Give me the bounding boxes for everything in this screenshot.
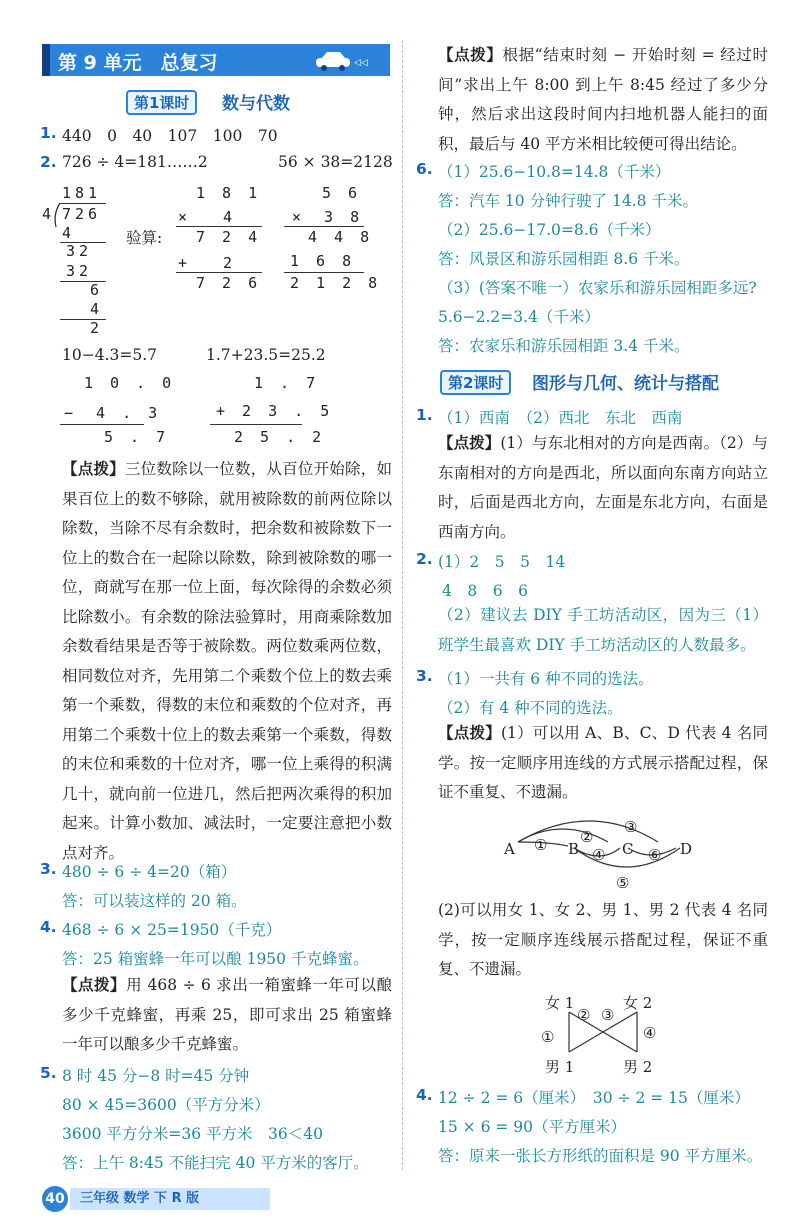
arc-label-4: ④ [592, 846, 606, 864]
q5-answer: 答：上午 8:45 不能扫完 40 平方米的客厅。 [62, 1154, 369, 1172]
l2-q2-number: 2. [416, 550, 433, 568]
div-step2: 32 [66, 242, 93, 260]
mult-row4: 1 6 8 [290, 252, 356, 270]
node-girl-1: 女 1 [545, 994, 575, 1012]
car-icon [312, 50, 376, 72]
l2-q3-number: 3. [416, 667, 433, 685]
q6-line7: 答：农家乐和游乐园相距 3.4 千米。 [438, 337, 690, 355]
arc-label-3: ③ [624, 818, 638, 836]
div-quotient: 181 [62, 184, 102, 202]
q5-line3: 3600 平方分米=36 平方米 36＜40 [62, 1125, 323, 1143]
footer-label: 三年级 数学 下 R 版 [70, 1188, 270, 1210]
tip-label: 【点拨】 [62, 459, 125, 478]
line-label-3: ③ [601, 1006, 615, 1024]
tip-q5-text: 根据“结束时刻 − 开始时刻 = 经过时间”求出上午 8:00 到上午 8:45 经过了多少分钟，然后求出这段时间内扫地机器人能扫的面积，最后与 40 平方米相比较便可得出结论。 [438, 46, 768, 153]
verify-row3: 7 2 4 [196, 228, 262, 246]
sub-row1: 1 0 . 0 [84, 374, 176, 392]
arc-label-1: ① [534, 836, 548, 854]
tip-q2-text: 三位数除以一位数，从百位开始除，如果百位上的数不够除，就用被除数的前两位除以除数，当除不尽有余数时，把余数和被除数下一位上的数合在一起除以除数，除到被除数的哪一位，商就写在那一位上面，每次除得的余数必须比除数小。有余数的除法验算时，用商乘除数加余数看结果是否等于被除数。两位数乘两位数，相同数位对齐，先用第二个乘数个位上的数去乘第一个乘数，得数的末位和乘数的个位对齐，再用第二个乘数十位上的数去乘第一个乘数，得数的末位和乘数的十位对齐，哪一位上乘得的积满几十，就向前一位进几，然后把两次乘得的积加起来。计算小数加、减法时，一定要注意把小数点对齐。 [62, 460, 392, 862]
div-step1: 4 [62, 224, 76, 242]
l2-q4-answer: 答：原来一张长方形纸的面积是 90 平方厘米。 [438, 1147, 763, 1165]
line-label-4: ④ [643, 1024, 657, 1042]
verify-label: 验算: [126, 229, 163, 247]
addition-eq: 1.7+23.5=25.2 [206, 346, 326, 364]
q6-line3: （2）25.6−17.0=8.6（千米） [438, 221, 661, 239]
unit-title: 第 9 单元 总复习 [58, 52, 218, 74]
l2-q1-answer: （1）西南 （2）西北 东北 西南 [438, 409, 683, 427]
mult-row3: 4 4 8 [308, 228, 374, 246]
verify-row1: 1 8 1 [196, 184, 262, 202]
tip-l2-q1-text: (1）与东北相对的方向是西南。（2）与东南相对的方向是西北，所以面向东南方向站立时，后面是西北方向，左面是东北方向，右面是西南方向。 [438, 434, 768, 541]
node-girl-2: 女 2 [623, 994, 653, 1012]
l2-q4-line1: 12 ÷ 2 = 6（厘米） 30 ÷ 2 = 15（厘米） [438, 1089, 750, 1107]
q4-answer: 答：25 箱蜜蜂一年可以酿 1950 千克蜂蜜。 [62, 950, 369, 968]
node-C: C [622, 840, 634, 858]
div-step5: 4 [90, 300, 104, 318]
combination-diagram-girls-boys [535, 990, 670, 1076]
q4-number: 4. [40, 918, 57, 936]
tip-label: 【点拨】 [438, 723, 501, 742]
q6-line5: （3）(答案不唯一）农家乐和游乐园相距多远? [438, 279, 757, 297]
mult-row2: × 3 8 [292, 208, 364, 226]
arc-label-6: ⑥ [648, 846, 662, 864]
tip-l2-q3a-text: (1）可以用 A、B、C、D 代表 4 名同学。按一定顺序用连线的方式展示搭配过程，保证不重复、不遗漏。 [438, 724, 768, 801]
node-B: B [568, 840, 580, 858]
q6-line1: （1）25.6−10.8=14.8（千米） [438, 163, 671, 181]
l2-q2-line1: (1）2 5 5 14 [438, 553, 566, 571]
tip-l2-q3b: (2)可以用女 1、女 2、男 1、男 2 代表 4 名同学，按一定顺序连线展示搭配过程，保证不重复、不遗漏。 [438, 901, 768, 978]
tip-q2 [62, 454, 392, 868]
q4-equation: 468 ÷ 6 × 25=1950（千克） [62, 921, 282, 939]
subtraction-eq: 10−4.3=5.7 [62, 346, 157, 364]
l2-q4-line2: 15 × 6 = 90（平方厘米） [438, 1118, 626, 1136]
l2-q1-number: 1. [416, 406, 433, 424]
line-label-1: ① [541, 1028, 555, 1046]
division-bracket [52, 202, 62, 228]
add-row1: 1 . 7 [254, 374, 320, 392]
div-step4: 6 [90, 281, 104, 299]
q3-answer: 答：可以装这样的 20 箱。 [62, 892, 247, 910]
q3-equation: 480 ÷ 6 ÷ 4=20（箱） [62, 863, 237, 881]
verify-row5: 7 2 6 [196, 274, 262, 292]
q5-number: 5. [40, 1064, 57, 1082]
tip-l2-q1 [438, 428, 768, 547]
tip-label: 【点拨】 [438, 45, 503, 64]
l2-q3-line1: （1）一共有 6 种不同的选法。 [438, 670, 654, 688]
svg-text:◁◁: ◁◁ [354, 58, 368, 68]
tip-l2-q3a [438, 718, 768, 808]
arc-label-5: ⑤ [616, 874, 630, 892]
tip-label: 【点拨】 [62, 975, 127, 994]
q3-number: 3. [40, 860, 57, 878]
q2-mult-eq: 56 × 38=2128 [278, 153, 393, 171]
l2-q4-number: 4. [416, 1086, 433, 1104]
combination-diagram-abcd [500, 812, 710, 894]
q5-line2: 80 × 45=3600（平方分米） [62, 1096, 270, 1114]
div-remainder: 2 [90, 319, 104, 337]
lesson1-title: 数与代数 [222, 94, 290, 114]
mult-row5: 2 1 2 8 [290, 274, 382, 292]
lesson1-badge: 第1课时 [126, 90, 197, 115]
node-boy-2: 男 2 [623, 1058, 653, 1076]
q5-line1: 8 时 45 分−8 时=45 分钟 [62, 1067, 250, 1085]
tip-q4-text: 用 468 ÷ 6 求出一箱蜜蜂一年可以酿多少千克蜂蜜，再乘 25，即可求出 25 箱蜜蜂一年可以酿多少千克蜂蜜。 [62, 976, 392, 1053]
q1-number: 1. [40, 124, 57, 142]
add-row3: 2 5 . 2 [234, 428, 326, 446]
q2-division-eq: 726 ÷ 4=181……2 [62, 153, 208, 171]
l2-q3-line2: （2）有 4 种不同的选法。 [438, 699, 623, 717]
verify-row4: + 2 [178, 254, 237, 272]
tip-label: 【点拨】 [438, 433, 501, 452]
q6-number: 6. [416, 160, 433, 178]
l2-q2-line3: （2）建议去 DIY 手工坊活动区，因为三（1）班学生最喜欢 DIY 手工坊活动区的人数最多。 [438, 606, 768, 654]
l2-q2-line2: 4 8 6 6 [442, 582, 528, 600]
tip-q4 [62, 970, 392, 1060]
verify-row2: × 4 [178, 208, 237, 226]
lesson2-badge: 第2课时 [440, 370, 511, 395]
q6-line4: 答：风景区和游乐园相距 8.6 千米。 [438, 250, 690, 268]
node-D: D [680, 840, 693, 858]
lesson2-title: 图形与几何、统计与搭配 [532, 374, 719, 394]
mult-row1: 5 6 [322, 184, 362, 202]
q2-number: 2. [40, 153, 57, 171]
unit-header [42, 44, 390, 76]
div-step3: 32 [66, 262, 93, 280]
arc-label-2: ② [580, 828, 594, 846]
q1-answer: 440 0 40 107 100 70 [62, 127, 278, 145]
sub-row3: 5 . 7 [104, 428, 170, 446]
tip-q5 [438, 40, 768, 159]
node-A: A [504, 840, 515, 858]
line-label-2: ② [577, 1006, 591, 1024]
header-accent [42, 44, 50, 76]
q6-line6: 5.6−2.2=3.4（千米） [438, 308, 600, 326]
node-boy-1: 男 1 [545, 1058, 575, 1076]
page-number: 40 [42, 1186, 68, 1212]
sub-row2: − 4 . 3 [64, 404, 162, 422]
div-dividend: 726 [62, 205, 102, 223]
div-divisor: 4 [42, 205, 56, 223]
add-row2: + 2 3 . 5 [216, 402, 334, 420]
q6-line2: 答：汽车 10 分钟行驶了 14.8 千米。 [438, 192, 698, 210]
column-divider [402, 40, 403, 1170]
